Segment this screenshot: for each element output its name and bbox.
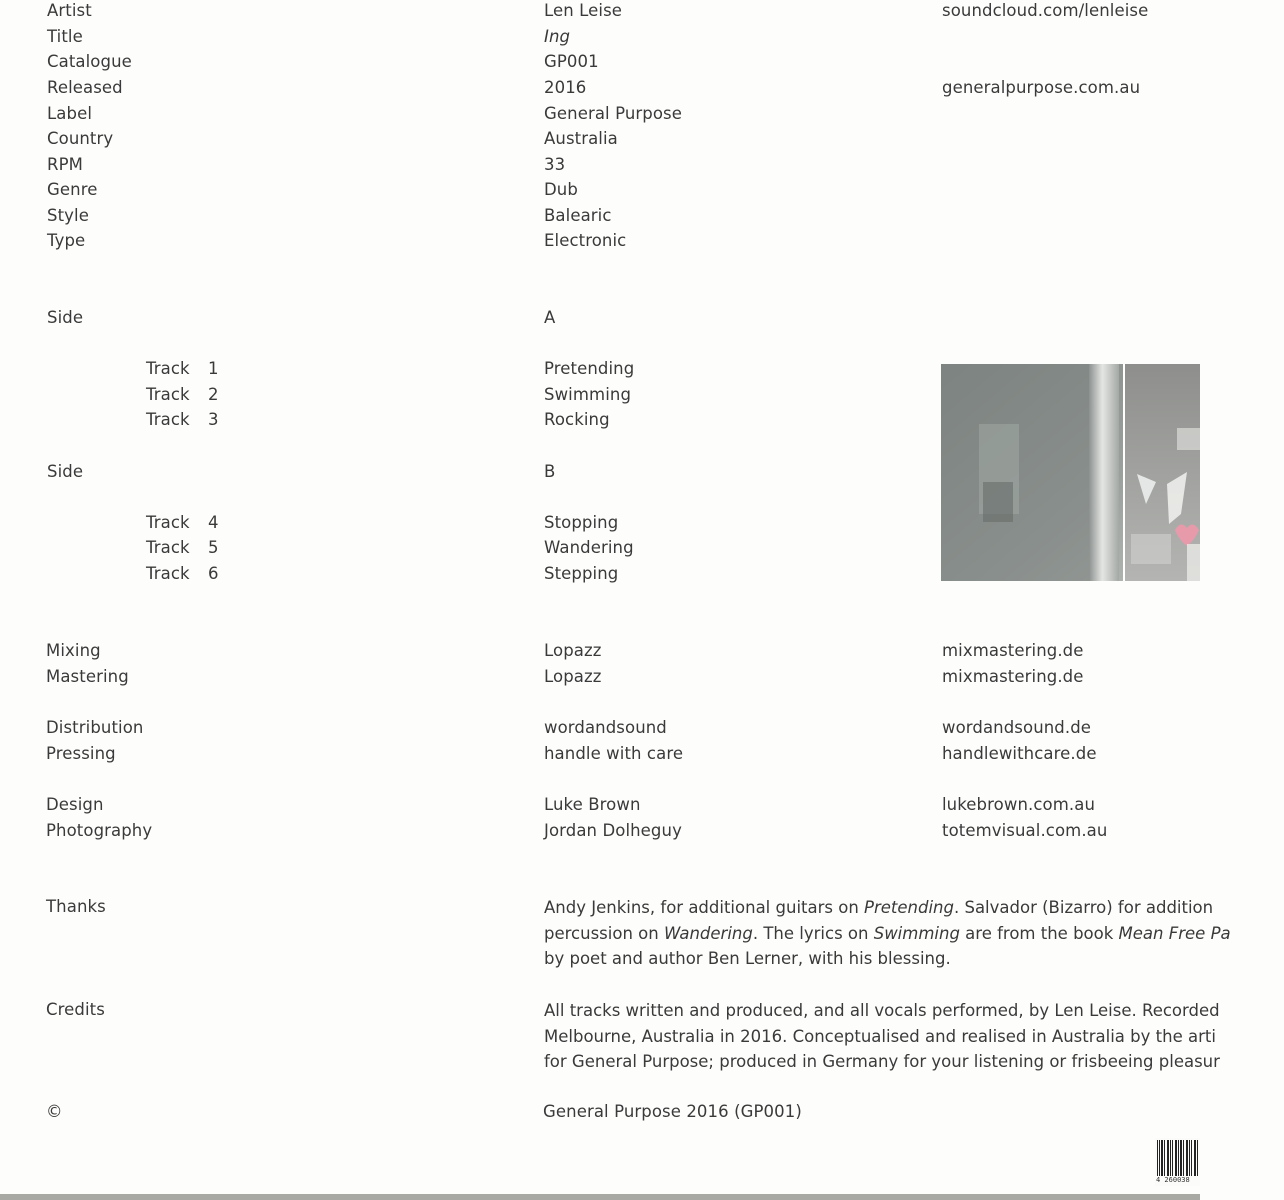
track-title: Stopping	[544, 513, 619, 532]
country-value: Australia	[544, 129, 618, 148]
track-title: Stepping	[544, 564, 619, 583]
title-value: Ing	[544, 27, 571, 46]
style-value: Balearic	[544, 206, 612, 225]
title-label: Title	[47, 27, 83, 46]
track-label: Track	[146, 359, 190, 378]
country-label: Country	[47, 129, 114, 148]
thanks-line-2: percussion on Wandering. The lyrics on Swimming are from the book Mean Free Pa	[544, 923, 1231, 943]
label-label: Label	[47, 104, 93, 123]
track-number: 6	[208, 564, 219, 583]
cover-edge	[0, 1194, 1200, 1200]
side-b-value: B	[544, 462, 556, 481]
credits-line-1: All tracks written and produced, and all vocals performed, by Len Leise. Recorded	[544, 1001, 1220, 1020]
track-title: Wandering	[544, 538, 634, 557]
credits-line-3: for General Purpose; produced in Germany for your listening or frisbeeing pleasur	[544, 1052, 1220, 1072]
design-value: Luke Brown	[544, 795, 641, 814]
released-value: 2016	[544, 78, 587, 97]
track-title: Pretending	[544, 359, 635, 378]
track-label: Track	[146, 410, 190, 429]
track-number: 1	[208, 359, 219, 378]
mixing-value: Lopazz	[544, 641, 602, 660]
artist-label: Artist	[47, 1, 92, 20]
artist-value: Len Leise	[544, 1, 623, 20]
artist-link[interactable]: soundcloud.com/lenleise	[942, 1, 1149, 20]
thanks-label: Thanks	[46, 897, 106, 916]
thanks-line-3: by poet and author Ben Lerner, with his blessing.	[544, 949, 951, 969]
track-title: Swimming	[544, 385, 632, 404]
distribution-link[interactable]: wordandsound.de	[942, 718, 1092, 737]
catalogue-value: GP001	[544, 52, 599, 71]
track-number: 4	[208, 513, 219, 532]
barcode-digits: 4 260038	[1156, 1176, 1190, 1184]
pressing-label: Pressing	[46, 744, 116, 763]
barcode	[1155, 1138, 1200, 1186]
track-label: Track	[146, 513, 190, 532]
track-label: Track	[146, 385, 190, 404]
photography-label: Photography	[46, 821, 153, 840]
credits-text	[544, 998, 1284, 1075]
track-number: 3	[208, 410, 219, 429]
photography-link[interactable]: totemvisual.com.au	[942, 821, 1108, 840]
credits-line-2: Melbourne, Australia in 2016. Conceptualised and realised in Australia by the arti	[544, 1026, 1216, 1046]
genre-label: Genre	[47, 180, 98, 199]
photography-value: Jordan Dolheguy	[544, 821, 682, 840]
distribution-value: wordandsound	[544, 718, 667, 737]
cover-photo	[941, 364, 1200, 581]
distribution-label: Distribution	[46, 718, 144, 737]
mastering-label: Mastering	[46, 667, 129, 686]
pressing-link[interactable]: handlewithcare.de	[942, 744, 1097, 763]
side-a-value: A	[544, 308, 556, 327]
pressing-value: handle with care	[544, 744, 684, 763]
thanks-line-1: Andy Jenkins, for additional guitars on Pretending. Salvador (Bizarro) for addition	[544, 898, 1214, 917]
design-label: Design	[46, 795, 104, 814]
track-label: Track	[146, 538, 190, 557]
mastering-link[interactable]: mixmastering.de	[942, 667, 1084, 686]
type-value: Electronic	[544, 231, 627, 250]
catalogue-label: Catalogue	[47, 52, 132, 71]
rpm-value: 33	[544, 155, 566, 174]
released-label: Released	[47, 78, 123, 97]
label-website-link[interactable]: generalpurpose.com.au	[942, 78, 1141, 97]
genre-value: Dub	[544, 180, 578, 199]
track-title: Rocking	[544, 410, 610, 429]
copyright-text: General Purpose 2016 (GP001)	[543, 1102, 802, 1121]
style-label: Style	[47, 206, 89, 225]
type-label: Type	[47, 231, 86, 250]
thanks-text	[544, 895, 1284, 972]
design-link[interactable]: lukebrown.com.au	[942, 795, 1096, 814]
rpm-label: RPM	[47, 155, 83, 174]
side-b-label: Side	[47, 462, 84, 481]
track-label: Track	[146, 564, 190, 583]
mixing-label: Mixing	[46, 641, 101, 660]
copyright-symbol: ©	[46, 1102, 63, 1121]
track-number: 5	[208, 538, 219, 557]
mixing-link[interactable]: mixmastering.de	[942, 641, 1084, 660]
label-value: General Purpose	[544, 104, 682, 123]
credits-label: Credits	[46, 1000, 105, 1019]
side-a-label: Side	[47, 308, 84, 327]
track-number: 2	[208, 385, 219, 404]
mastering-value: Lopazz	[544, 667, 602, 686]
